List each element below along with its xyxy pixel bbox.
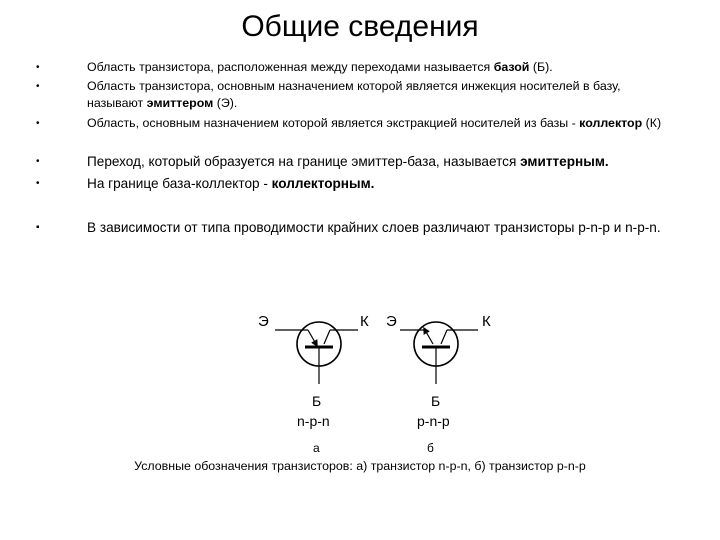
- item-text: [87, 115, 677, 132]
- item-text: [87, 78, 677, 112]
- bullet: •: [36, 118, 40, 129]
- transistor-diagram: [0, 300, 720, 460]
- text-segment: (Э).: [213, 96, 238, 110]
- emitter-label: Э: [386, 313, 397, 330]
- base-label: Б: [431, 393, 441, 409]
- transistor-type-label: n-p-n: [297, 413, 330, 429]
- bullet: •: [36, 178, 40, 189]
- item-text: [87, 153, 677, 171]
- emitter-label: Э: [258, 313, 269, 330]
- bullet: •: [36, 156, 40, 167]
- transistor-type-label: p-n-p: [417, 413, 450, 429]
- bullet: •: [36, 81, 40, 92]
- bold-term: коллекторным.: [271, 176, 375, 191]
- subfigure-label-a: а: [313, 441, 320, 455]
- bold-term: эмиттером: [146, 96, 214, 110]
- text-segment: Область, основным назначением которой является экстракцией носителей из базы -: [87, 116, 580, 130]
- bullet: ▪: [36, 222, 40, 233]
- collector-label: К: [482, 313, 491, 330]
- bold-term: базой: [493, 60, 530, 74]
- text-segment: Область транзистора, расположенная между переходами называется: [87, 60, 494, 74]
- text-segment: В зависимости от типа проводимости крайних слоев различают транзисторы p-n-p и n-p-n.: [87, 220, 661, 235]
- text-segment: Переход, который образуется на границе эмиттер-база, называется: [87, 154, 521, 169]
- figure-caption: Условные обозначения транзисторов: а) транзистор n-p-n, б) транзистор p-n-p: [134, 459, 586, 473]
- base-label: Б: [312, 393, 322, 409]
- item-text: [87, 175, 677, 193]
- bold-term: коллектор: [579, 116, 643, 130]
- transistor-npn-symbol: [275, 322, 358, 384]
- transistor-pnp-symbol: [400, 322, 478, 384]
- text-segment: (К): [642, 116, 662, 130]
- text-segment: (Б).: [529, 60, 553, 74]
- slide-title: Общие сведения: [241, 10, 479, 43]
- collector-label: К: [360, 313, 369, 330]
- text-segment: Область транзистора, основным назначением которой является инжекция носителей в базу, называют: [87, 79, 621, 110]
- item-text: [87, 219, 677, 237]
- text-segment: На границе база-коллектор -: [87, 176, 272, 191]
- bullet: •: [36, 62, 40, 73]
- item-text: [87, 59, 677, 76]
- bold-term: эмиттерным.: [520, 154, 609, 169]
- subfigure-label-b: б: [427, 441, 434, 455]
